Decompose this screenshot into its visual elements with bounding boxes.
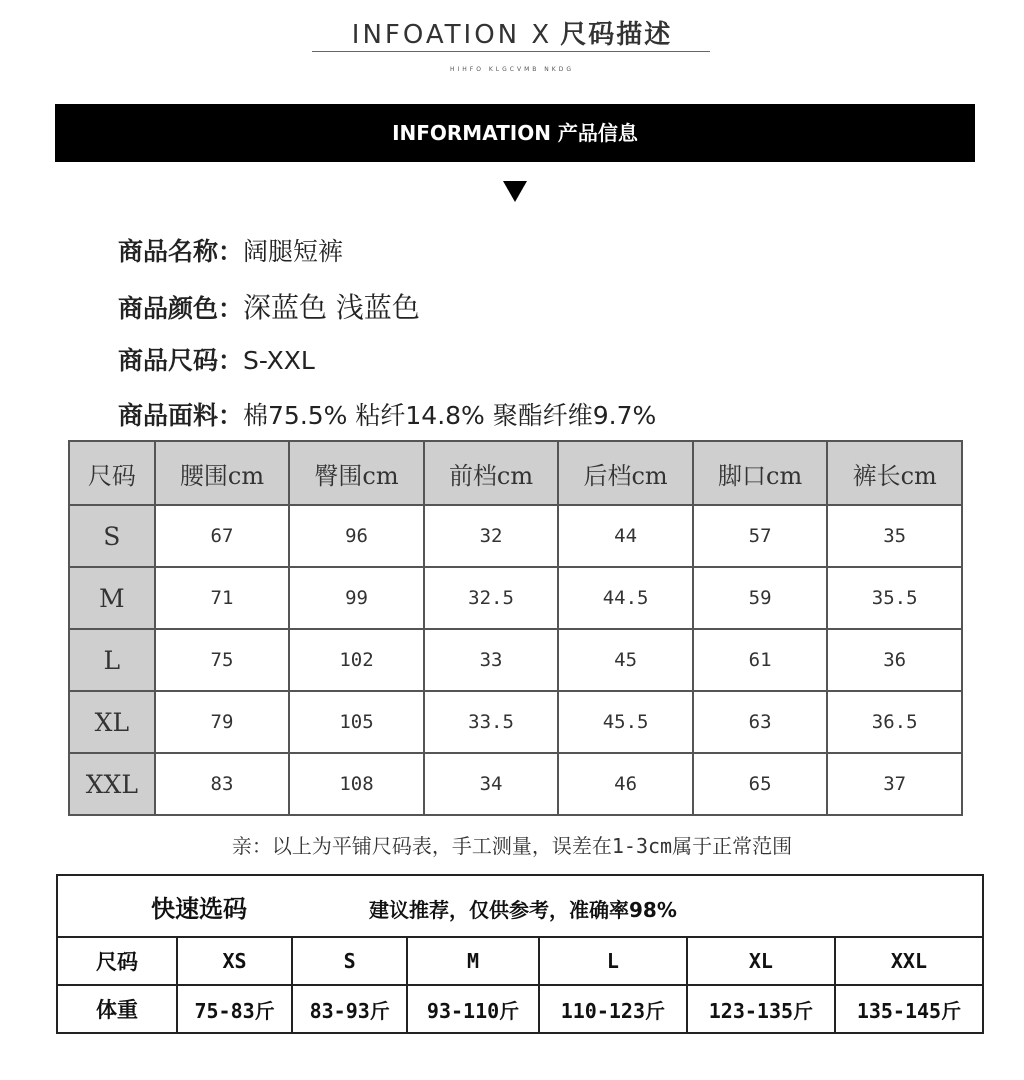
table-cell: 32.5 (424, 567, 559, 629)
quick-select-subtitle: 建议推荐，仅供参考，准确率98% (369, 897, 677, 922)
product-fabric-line (118, 396, 656, 432)
quick-size-cell: XS (177, 937, 292, 985)
header-cell-leg-opening: 脚口cm (693, 441, 828, 505)
table-cell: 36.5 (827, 691, 962, 753)
table-cell: 35.5 (827, 567, 962, 629)
quick-weight-cell: 123-135斤 (687, 985, 835, 1033)
table-cell: 102 (289, 629, 424, 691)
product-name-value: 阔腿短裤 (243, 237, 344, 266)
quick-weight-cell: 110-123斤 (539, 985, 687, 1033)
table-cell: 67 (155, 505, 290, 567)
table-row (69, 567, 962, 629)
table-row (69, 505, 962, 567)
title-underline (312, 51, 710, 52)
table-cell-size: XXL (69, 753, 155, 815)
product-fabric-value: 棉75.5% 粘纤14.8% 聚酯纤维9.7% (243, 401, 657, 430)
table-cell: 33.5 (424, 691, 559, 753)
table-cell: 83 (155, 753, 290, 815)
product-size-line (118, 341, 315, 377)
header-cell-waist: 腰围cm (155, 441, 290, 505)
table-cell: 46 (558, 753, 693, 815)
table-cell: 99 (289, 567, 424, 629)
down-triangle-icon (503, 181, 527, 202)
table-row (69, 691, 962, 753)
table-cell: 105 (289, 691, 424, 753)
title-subtitle: HIHFO KLGCVMB NKDG (450, 66, 574, 73)
information-banner: INFORMATION 产品信息 (55, 104, 975, 162)
measurement-note: 亲：以上为平铺尺码表，手工测量，误差在1-3cm属于正常范围 (231, 834, 793, 858)
table-cell: 63 (693, 691, 828, 753)
size-table-header-row (69, 441, 962, 505)
header-cell-back-rise: 后档cm (558, 441, 693, 505)
table-cell: 34 (424, 753, 559, 815)
size-row-label: 尺码 (57, 937, 177, 985)
header-cell-front-rise: 前档cm (424, 441, 559, 505)
quick-size-cell: M (407, 937, 539, 985)
table-row (69, 629, 962, 691)
header-cell-size: 尺码 (69, 441, 155, 505)
quick-size-cell: L (539, 937, 687, 985)
title-en: INFOATION X (351, 20, 553, 50)
table-cell-size: S (69, 505, 155, 567)
table-cell: 57 (693, 505, 828, 567)
size-chart-table (68, 440, 963, 816)
table-row (69, 753, 962, 815)
table-cell: 33 (424, 629, 559, 691)
table-cell: 65 (693, 753, 828, 815)
quick-select-weight-row (57, 985, 983, 1033)
quick-weight-cell: 75-83斤 (177, 985, 292, 1033)
table-cell: 44.5 (558, 567, 693, 629)
table-cell: 79 (155, 691, 290, 753)
quick-size-cell: S (292, 937, 407, 985)
weight-row-label: 体重 (57, 985, 177, 1033)
header-cell-hip: 臀围cm (289, 441, 424, 505)
table-cell: 35 (827, 505, 962, 567)
table-cell: 44 (558, 505, 693, 567)
table-cell: 45 (558, 629, 693, 691)
product-color-value: 深蓝色 浅蓝色 (243, 291, 420, 324)
quick-weight-cell: 93-110斤 (407, 985, 539, 1033)
table-cell: 61 (693, 629, 828, 691)
table-cell-size: XL (69, 691, 155, 753)
table-cell: 71 (155, 567, 290, 629)
table-cell: 45.5 (558, 691, 693, 753)
product-name-label: 商品名称： (118, 237, 244, 266)
table-cell: 37 (827, 753, 962, 815)
quick-size-cell: XL (687, 937, 835, 985)
title-zh: 尺码描述 (560, 20, 673, 50)
quick-select-title: 快速选码 (151, 894, 247, 923)
table-cell: 32 (424, 505, 559, 567)
product-color-line (118, 286, 420, 326)
product-size-value: S-XXL (243, 346, 315, 375)
quick-weight-cell: 135-145斤 (835, 985, 983, 1033)
quick-select-size-row (57, 937, 983, 985)
quick-select-header-row (57, 875, 983, 937)
table-cell: 96 (289, 505, 424, 567)
quick-weight-cell: 83-93斤 (292, 985, 407, 1033)
product-name-line (118, 232, 343, 268)
quick-select-table (56, 874, 984, 1034)
product-fabric-label: 商品面料： (118, 401, 244, 430)
table-cell: 36 (827, 629, 962, 691)
quick-size-cell: XXL (835, 937, 983, 985)
table-cell-size: L (69, 629, 155, 691)
product-size-label: 商品尺码： (118, 346, 244, 375)
table-cell: 108 (289, 753, 424, 815)
table-cell-size: M (69, 567, 155, 629)
header-cell-length: 裤长cm (827, 441, 962, 505)
product-color-label: 商品颜色： (118, 294, 244, 323)
page-title (0, 14, 1024, 51)
table-cell: 75 (155, 629, 290, 691)
table-cell: 59 (693, 567, 828, 629)
quick-select-header-cell (57, 875, 983, 937)
